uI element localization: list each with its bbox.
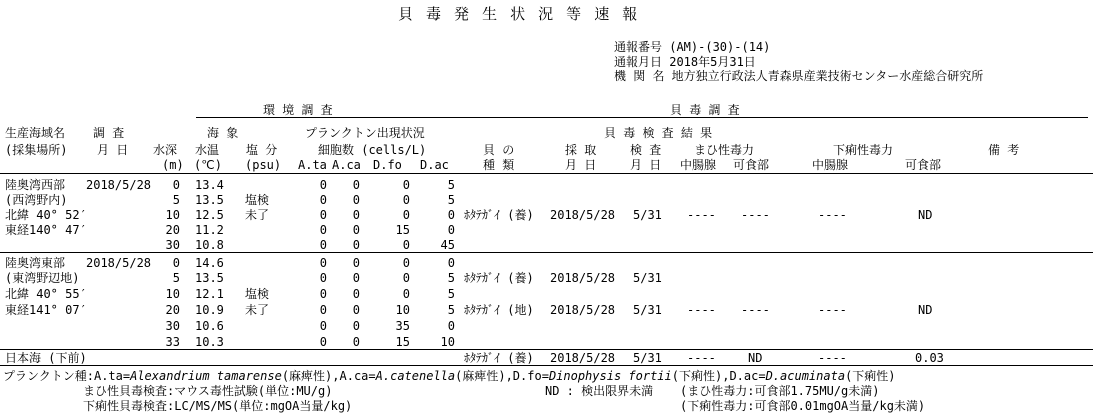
ata-cell: 0 xyxy=(319,256,327,270)
salinity-note: 塩検 xyxy=(245,287,270,301)
dac-cell: 45 xyxy=(440,238,455,252)
header-bottom-rule xyxy=(0,173,1093,174)
dac-cell: 5 xyxy=(447,287,455,301)
header-dac: D.ac xyxy=(420,158,449,172)
station-location: (東湾野辺地) xyxy=(5,271,80,285)
env-section-rule xyxy=(196,117,463,118)
species-name: Dinophysis fortii xyxy=(548,369,672,383)
header-depth-unit: (m) xyxy=(162,158,184,172)
header-ata: A.ta xyxy=(298,158,327,172)
dsp-gut-value: ---- xyxy=(818,208,847,222)
ata-cell: 0 xyxy=(319,271,327,285)
dac-cell: 5 xyxy=(447,193,455,207)
dsp-edible-value: ND xyxy=(918,208,933,222)
temp-cell: 11.2 xyxy=(195,223,224,237)
temp-cell: 13.4 xyxy=(195,178,224,192)
psp-method: まひ性貝毒検査:マウス毒性試験(単位:MU/g) xyxy=(83,384,333,398)
ata-cell: 0 xyxy=(319,193,327,207)
header-result: 貝 毒 検 査 結 果 xyxy=(604,126,713,140)
header-cells: 細胞数 (cells/L) xyxy=(318,143,427,157)
dfo-cell: 15 xyxy=(395,335,410,349)
salinity-note: 未了 xyxy=(245,303,270,317)
species-name: D.acuminata xyxy=(765,369,846,383)
header-shell: 貝 の xyxy=(483,143,515,157)
station-divider xyxy=(0,349,1093,350)
dfo-cell: 0 xyxy=(402,178,410,192)
psp-edible-value: ---- xyxy=(741,208,770,222)
dfo-cell: 10 xyxy=(395,303,410,317)
nd-note: ND : 検出限界未満 xyxy=(545,384,654,398)
dfo-cell: 0 xyxy=(402,208,410,222)
dac-cell: 0 xyxy=(447,223,455,237)
header-area-sub: (採集場所) xyxy=(5,143,68,157)
dfo-cell: 0 xyxy=(402,271,410,285)
temp-cell: 14.6 xyxy=(195,256,224,270)
header-psp-edible: 可食部 xyxy=(733,158,770,172)
dsp-edible-value: 0.03 xyxy=(915,351,944,365)
ata-cell: 0 xyxy=(319,303,327,317)
temp-cell: 10.8 xyxy=(195,238,224,252)
header-sea: 海 象 xyxy=(207,126,239,140)
temp-cell: 12.1 xyxy=(195,287,224,301)
station-latitude: 北緯 40° 52′ xyxy=(5,208,87,222)
survey-date: 2018/5/28 xyxy=(86,256,152,270)
env-section-title: 環 境 調 査 xyxy=(263,103,333,117)
dac-cell: 5 xyxy=(447,303,455,317)
dsp-gut-value: ---- xyxy=(818,351,847,365)
header-psp: まひ性毒力 xyxy=(694,143,755,157)
header-collect-sub: 月 日 xyxy=(565,158,597,172)
temp-cell: 10.6 xyxy=(195,319,224,333)
shell-type: ﾎﾀﾃｶﾞｲ (養) xyxy=(464,208,534,222)
header-dsp-edible: 可食部 xyxy=(905,158,942,172)
ata-cell: 0 xyxy=(319,238,327,252)
header-dsp: 下痢性毒力 xyxy=(833,143,894,157)
temp-cell: 10.3 xyxy=(195,335,224,349)
report-title: 貝 毒 発 生 状 況 等 速 報 xyxy=(398,5,640,23)
header-note: 備 考 xyxy=(988,143,1020,157)
dfo-cell: 0 xyxy=(402,287,410,301)
dac-cell: 5 xyxy=(447,178,455,192)
station-name: 日本海 (下前) xyxy=(5,351,87,365)
aca-cell: 0 xyxy=(352,271,360,285)
dac-cell: 0 xyxy=(447,319,455,333)
station-longitude: 東経140° 47′ xyxy=(5,223,87,237)
dfo-cell: 0 xyxy=(402,193,410,207)
aca-cell: 0 xyxy=(352,287,360,301)
dfo-cell: 15 xyxy=(395,223,410,237)
depth-cell: 0 xyxy=(172,256,180,270)
header-survey-sub: 月 日 xyxy=(97,143,129,157)
temp-cell: 13.5 xyxy=(195,271,224,285)
header-psp-gut: 中腸腺 xyxy=(680,158,717,172)
dsp-limit: (下痢性毒力:可食部0.01mgOA当量/kg未満) xyxy=(680,399,926,413)
header-area: 生産海域名 xyxy=(5,126,66,140)
ata-cell: 0 xyxy=(319,319,327,333)
dac-cell: 0 xyxy=(447,256,455,270)
dsp-edible-value: ND xyxy=(918,303,933,317)
psp-gut-value: ---- xyxy=(687,303,716,317)
header-temp: 水温 xyxy=(195,143,220,157)
species-name: A.catenella xyxy=(375,369,456,383)
ata-cell: 0 xyxy=(319,208,327,222)
ata-cell: 0 xyxy=(319,335,327,349)
temp-cell: 10.9 xyxy=(195,303,224,317)
station-name: 陸奥湾西部 xyxy=(5,178,66,192)
header-dfo: D.fo xyxy=(373,158,402,172)
plankton-legend xyxy=(3,369,896,383)
ata-cell: 0 xyxy=(319,287,327,301)
legend-part: (下痢性) xyxy=(845,369,896,383)
aca-cell: 0 xyxy=(352,178,360,192)
temp-cell: 13.5 xyxy=(195,193,224,207)
header-salinity-unit: (psu) xyxy=(245,158,282,172)
header-survey: 調 査 xyxy=(93,126,125,140)
header-shell-sub: 種 類 xyxy=(483,158,515,172)
dfo-cell: 0 xyxy=(402,238,410,252)
header-collect: 採 取 xyxy=(565,143,597,157)
depth-cell: 5 xyxy=(172,193,180,207)
inspect-date: 5/31 xyxy=(633,208,662,222)
toxin-section-rule xyxy=(463,117,1088,118)
header-dsp-gut: 中腸腺 xyxy=(812,158,849,172)
header-depth: 水深 xyxy=(153,143,178,157)
shell-type: ﾎﾀﾃｶﾞｲ (地) xyxy=(464,303,534,317)
psp-gut-value: ---- xyxy=(687,208,716,222)
depth-cell: 30 xyxy=(165,238,180,252)
collect-date: 2018/5/28 xyxy=(550,271,616,285)
station-latitude: 北緯 40° 55′ xyxy=(5,287,87,301)
depth-cell: 10 xyxy=(165,208,180,222)
depth-cell: 5 xyxy=(172,271,180,285)
psp-limit: (まひ性毒力:可食部1.75MU/g未満) xyxy=(680,384,880,398)
aca-cell: 0 xyxy=(352,335,360,349)
table-bottom-rule xyxy=(0,365,1093,366)
aca-cell: 0 xyxy=(352,238,360,252)
collect-date: 2018/5/28 xyxy=(550,351,616,365)
species-name: Alexandrium tamarense xyxy=(130,369,282,383)
station-divider xyxy=(0,252,1093,253)
dac-cell: 0 xyxy=(447,208,455,222)
ata-cell: 0 xyxy=(319,178,327,192)
dfo-cell: 35 xyxy=(395,319,410,333)
depth-cell: 20 xyxy=(165,223,180,237)
aca-cell: 0 xyxy=(352,303,360,317)
inspect-date: 5/31 xyxy=(633,271,662,285)
collect-date: 2018/5/28 xyxy=(550,208,616,222)
collect-date: 2018/5/28 xyxy=(550,303,616,317)
aca-cell: 0 xyxy=(352,223,360,237)
dac-cell: 10 xyxy=(440,335,455,349)
shell-type: ﾎﾀﾃｶﾞｲ (養) xyxy=(464,351,534,365)
legend-part: (麻痺性),A.ca= xyxy=(281,369,376,383)
header-plankton: プランクトン出現状況 xyxy=(305,126,425,140)
ata-cell: 0 xyxy=(319,223,327,237)
salinity-note: 塩検 xyxy=(245,193,270,207)
psp-gut-value: ---- xyxy=(687,351,716,365)
survey-date: 2018/5/28 xyxy=(86,178,152,192)
psp-edible-value: ---- xyxy=(741,303,770,317)
inspect-date: 5/31 xyxy=(633,303,662,317)
legend-part: プランクトン種:A.ta= xyxy=(3,369,131,383)
report-number: 通報番号 (AM)-(30)-(14) xyxy=(614,40,771,54)
station-longitude: 東経141° 07′ xyxy=(5,303,87,317)
depth-cell: 20 xyxy=(165,303,180,317)
legend-part: (麻痺性),D.fo= xyxy=(455,369,549,383)
depth-cell: 10 xyxy=(165,287,180,301)
header-aca: A.ca xyxy=(332,158,361,172)
header-salinity: 塩 分 xyxy=(246,143,278,157)
aca-cell: 0 xyxy=(352,208,360,222)
shell-type: ﾎﾀﾃｶﾞｲ (養) xyxy=(464,271,534,285)
inspect-date: 5/31 xyxy=(633,351,662,365)
header-inspect: 検 査 xyxy=(630,143,662,157)
station-location: (西湾野内) xyxy=(5,193,68,207)
dsp-method: 下痢性貝毒検査:LC/MS/MS(単位:mgOA当量/kg) xyxy=(83,399,353,413)
dfo-cell: 0 xyxy=(402,256,410,270)
aca-cell: 0 xyxy=(352,319,360,333)
header-temp-unit: (℃) xyxy=(194,158,222,172)
report-organization: 機 関 名 地方独立行政法人青森県産業技術センター水産総合研究所 xyxy=(614,69,984,83)
salinity-note: 未了 xyxy=(245,208,270,222)
temp-cell: 12.5 xyxy=(195,208,224,222)
dac-cell: 5 xyxy=(447,271,455,285)
report-date: 通報月日 2018年5月31日 xyxy=(614,55,756,69)
header-inspect-sub: 月 日 xyxy=(630,158,662,172)
toxin-section-title: 貝 毒 調 査 xyxy=(670,103,740,117)
aca-cell: 0 xyxy=(352,193,360,207)
station-name: 陸奥湾東部 xyxy=(5,256,66,270)
depth-cell: 0 xyxy=(172,178,180,192)
psp-edible-value: ND xyxy=(748,351,763,365)
aca-cell: 0 xyxy=(352,256,360,270)
legend-part: (下痢性),D.ac= xyxy=(671,369,766,383)
depth-cell: 33 xyxy=(165,335,180,349)
depth-cell: 30 xyxy=(165,319,180,333)
dsp-gut-value: ---- xyxy=(818,303,847,317)
